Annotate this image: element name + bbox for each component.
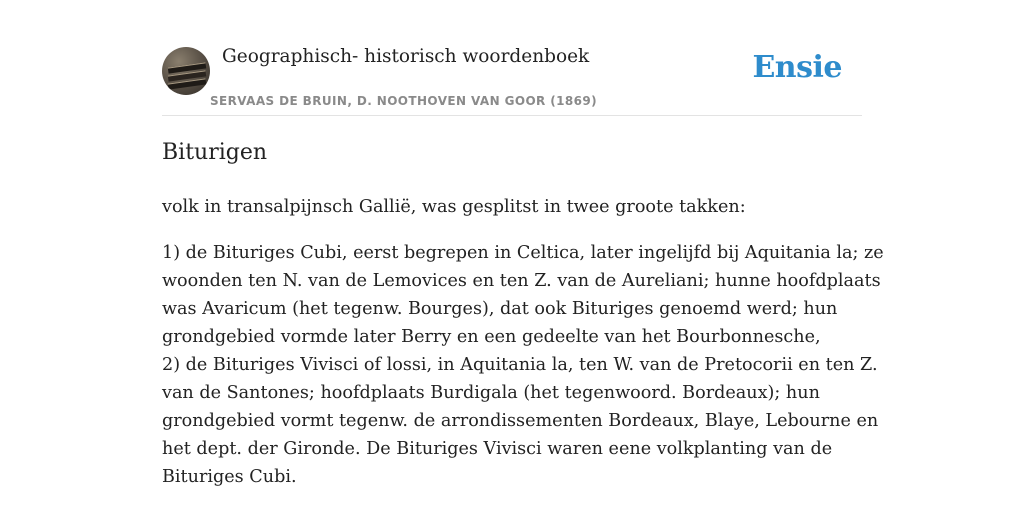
entry-body-line: Bituriges Cubi. <box>162 467 297 487</box>
page-container <box>162 0 884 487</box>
entry-body-line: grondgebied vormt tegenw. de arrondissementen Bordeaux, Blaye, Lebourne en <box>162 411 879 431</box>
book-title[interactable]: Geographisch- historisch woordenboek <box>222 46 590 67</box>
book-header <box>162 0 862 116</box>
book-author: SERVAAS DE BRUIN, D. NOOTHOVEN VAN GOOR (1869) <box>210 94 598 108</box>
entry-intro: volk in transalpijnsch Gallië, was gesplitst in twee groote takken: <box>162 197 746 217</box>
entry-body-line: het dept. der Gironde. De Bituriges Vivisci waren eene volkplanting van de <box>162 439 833 459</box>
ensie-logo-link[interactable]: Ensie <box>752 50 842 85</box>
entry-body-line: was Avaricum (het tegenw. Bourges), dat ook Bituriges genoemd werd; hun <box>162 299 838 319</box>
entry-body-line: 2) de Bituriges Vivisci of lossi, in Aquitania la, ten W. van de Pretocorii en ten Z. <box>162 355 878 375</box>
entry-body-line: grondgebied vormde later Berry en een gedeelte van het Bourbonnesche, <box>162 327 821 347</box>
entry-title: Biturigen <box>162 140 268 165</box>
entry-body-line: woonden ten N. van de Lemovices en ten Z. van de Aureliani; hunne hoofdplaats <box>162 271 881 291</box>
book-cover-avatar[interactable] <box>162 47 210 95</box>
entry-body-line: van de Santones; hoofdplaats Burdigala (het tegenwoord. Bordeaux); hun <box>162 383 820 403</box>
entry-body <box>162 239 884 491</box>
entry-body-line: 1) de Bituriges Cubi, eerst begrepen in Celtica, later ingelijfd bij Aquitania la; ze <box>162 243 884 263</box>
